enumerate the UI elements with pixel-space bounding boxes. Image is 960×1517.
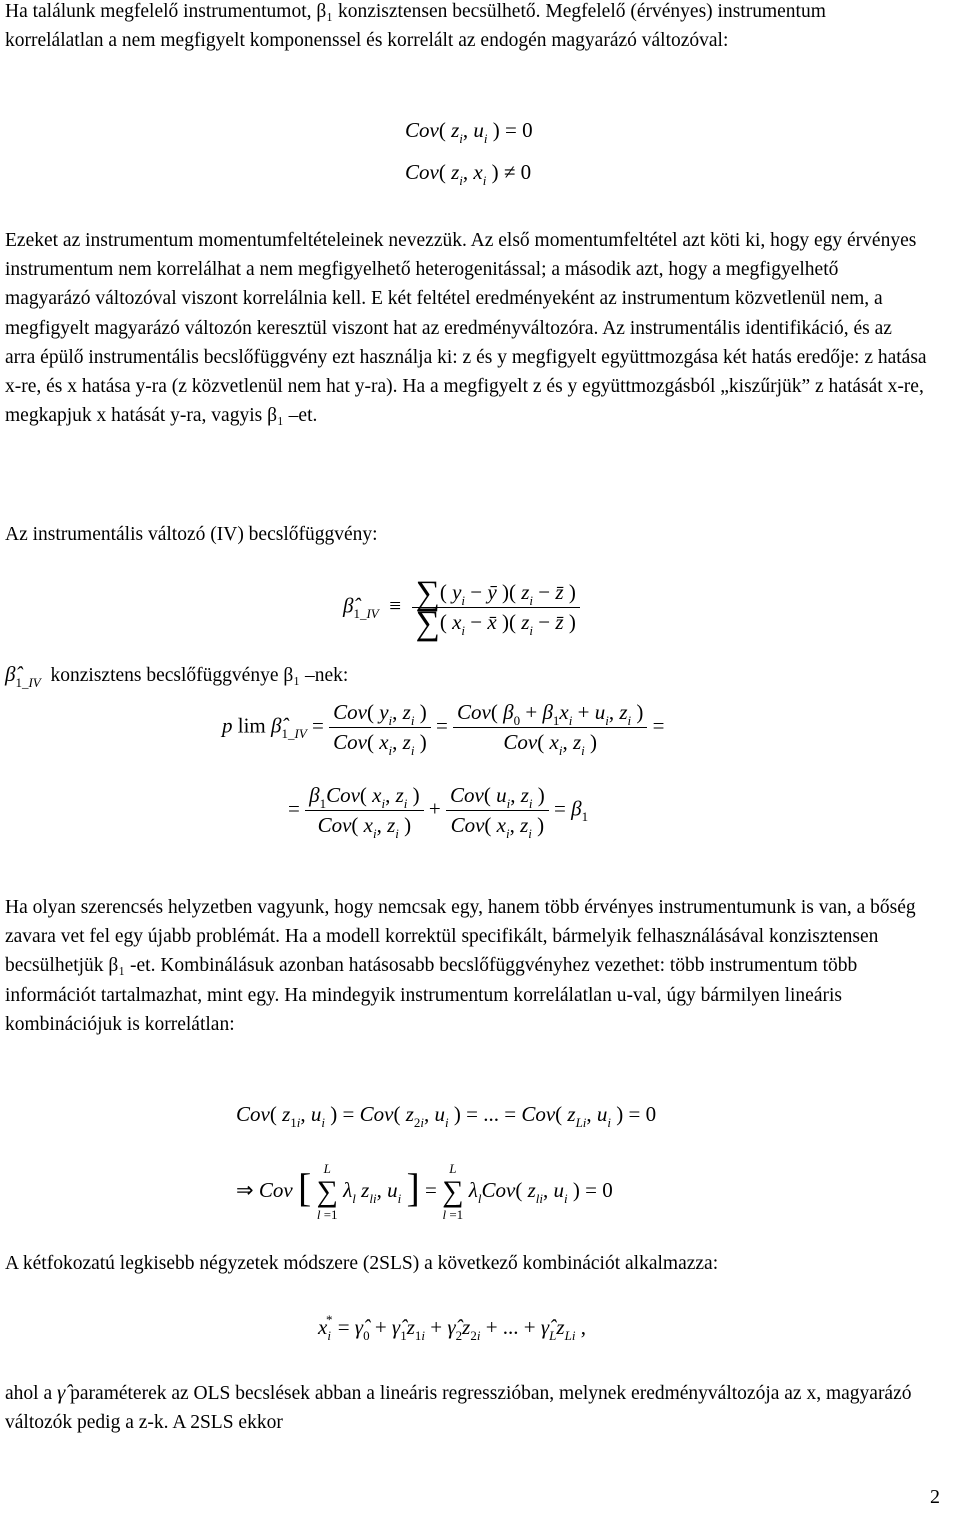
ols-prefix: ahol a (5, 1383, 53, 1404)
page-number: 2 (930, 1486, 940, 1508)
equation-plim-1: p $\lim \betâ_{1\_IV}$ = $\frac{Cov( y_i, z_i )}{Cov( x_i, z_i )}$ = $\frac{Cov( \beta_0 + \beta_1x_i + u_i, z_i )}{Cov( x_i, z_i )}$ = (222, 700, 665, 758)
equation-cov-instruments: Cov( $z_{1i}$, $u_i$ ) = Cov( $z_{2i}$, $u_i$ ) = ... = Cov( $z_{Li}$, $u_i$ ) = 0 (236, 1102, 657, 1130)
paragraph-consistency: $\betâ_{1\_IV}$ konzisztens becslőfüggvénye β₁ –nek: (5, 662, 349, 690)
paragraph-iv-estimator: Az instrumentális változó (IV) becslőfüggvény: (5, 524, 378, 545)
equation-linear-combination: ⇒ Cov [ L ∑ l =1 $\lambda_l$ $z_{li}$, $u_i$ ] = L ∑ l =1 $\lambda_lCov$( $z_{li}$, $u_i$ ) = 0 (236, 1161, 613, 1223)
equation-cov-z-u: Cov( $z_i$, $u_i$ ) = 0 (405, 118, 533, 146)
equation-first-stage: $x_i^*$ = $\gammâ_0$ + $\gammâ_1z_{1i}$ + $\gammâ_2z_{2i}$ + ... + $\gammâ_Lz_{Li}$ , (318, 1312, 586, 1343)
paragraph-moment-conditions: Ezeket az instrumentum momentumfeltételeinek nevezzük. Az első momentumfeltétel azt köti ki, hogy egy érvényes instrumentum nem korrelálhat a nem megfigyelhető heterogenitással; a második azt, hogy a megfigyelhető magyarázó változóval viszont korrelálnia kell. E két feltétel eredményeként az instrumentum közvetlenül nem, a megfigyelt magyarázó változón keresztül viszont hat az eredményváltozóra. Az instrumentális identifikáció, és az arra épülő instrumentális becslőfüggvény ezt használja ki: z és y megfigyelt együttmozgása két hatás eredője: z hatása x-re, és x hatása y-ra (z közvetlenül nem hat y-ra). Ha a megfigyelt z és y együttmozgásból „kiszűrjük” z hatását x-re, megkapjuk x hatását y-ra, vagyis β₁ –et. (5, 230, 927, 427)
paragraph-2sls: A kétfokozatú legkisebb négyzetek módszere (2SLS) a következő kombinációt alkalmazza: (5, 1253, 719, 1274)
equation-plim-2: = $\frac{\beta_1Cov( x_i, z_i )}{Cov( x_i, z_i )}$ + $\frac{Cov( u_i, z_i )}{Cov( x_i, z_i )}$ = $\beta_1$ (288, 783, 589, 841)
equation-iv-estimator: $\betâ_{1\_IV}$ ≡ $\frac{\sum( y_i - ȳ )( z_i - z̄ )}{\sum( x_i - x̄ )( z_i - z̄ )}$ (343, 580, 580, 635)
paragraph-valid-instrument: Ha találunk megfelelő instrumentumot, β₁ konzisztensen becsülhető. Megfelelő (érvényes) instrumentum korrelálatlan a nem megfigyelt komponenssel és korrelált az endogén magyarázó változóval: (5, 1, 826, 52)
paragraph-multiple-instruments: Ha olyan szerencsés helyzetben vagyunk, hogy nemcsak egy, hanem több érvényes instrumentumunk is van, a bőség zavara vet fel egy újabb problémát. Ha a modell korrektül specifikált, bármelyik felhasználásával konzisztensen becsülhetjük β₁ -et. Kombinálásuk azonban hatásosabb becslőfüggvényhez vezethet: több instrumentum több információt tartalmazhat, mint egy. Ha mindegyik instrumentum korrelálatlan u-val, úgy bármilyen lineáris kombinációjuk is korrelátlan: (5, 897, 916, 1035)
consistency-text: konzisztens becslőfüggvénye β₁ –nek: (50, 665, 349, 686)
ols-suffix: paraméterek az OLS becslések abban a lineáris regresszióban, melynek eredményváltozója az x, magyarázó változók pedig a z-k. A 2SLS ekkor (5, 1383, 912, 1434)
paragraph-ols-params: ahol a γ̂ paraméterek az OLS becslések abban a lineáris regresszióban, melynek eredményváltozója az x, magyarázó változók pedig a z-k. A 2SLS ekkor (5, 1380, 912, 1434)
equation-cov-z-x: Cov( $z_i$, $x_i$ ) ≠ 0 (405, 160, 532, 188)
